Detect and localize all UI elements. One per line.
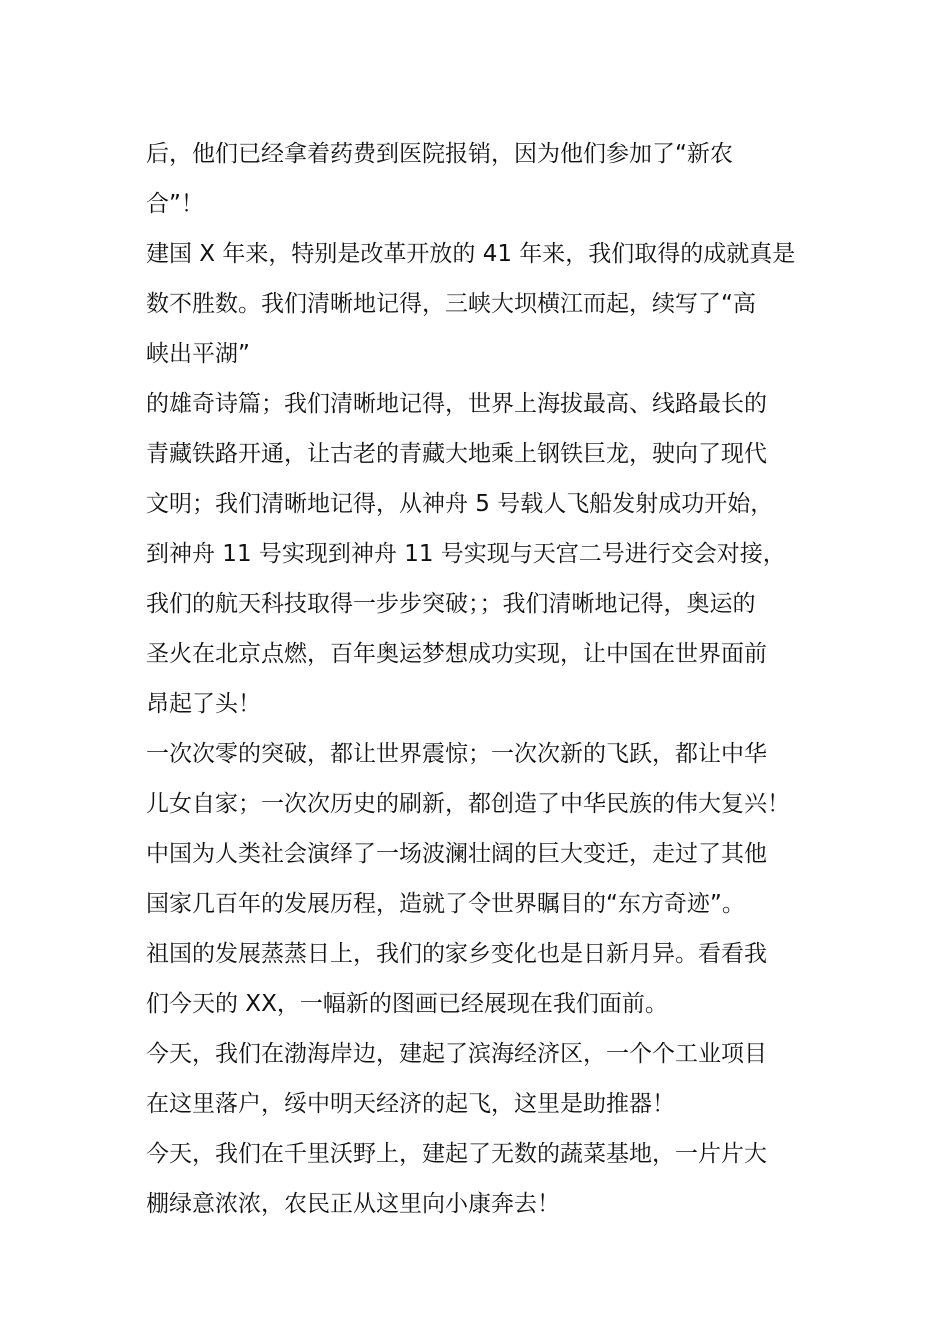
text-line: 儿女自家；一次次历史的刷新，都创造了中华民族的伟大复兴！	[146, 791, 790, 817]
text-line: 昂起了头！	[146, 691, 261, 717]
document-body	[146, 129, 821, 1229]
text-line: 文明；我们清晰地记得，从神舟 5 号载人飞船发射成功开始，	[146, 491, 774, 517]
text-line: 一次次零的突破，都让世界震惊；一次次新的飞跃，都让中华	[146, 741, 767, 767]
text-line: 的雄奇诗篇；我们清晰地记得，世界上海拔最高、线路最长的	[146, 391, 767, 417]
text-line: 国家几百年的发展历程，造就了令世界瞩目的“东方奇迹”。	[146, 891, 745, 917]
text-line: 祖国的发展蒸蒸日上，我们的家乡变化也是日新月异。看看我	[146, 941, 767, 967]
text-line: 合”！	[146, 191, 204, 217]
text-line: 峡出平湖”	[146, 341, 250, 367]
text-line: 数不胜数。我们清晰地记得，三峡大坝横江而起，续写了“高	[146, 291, 756, 317]
text-line: 在这里落户，绥中明天经济的起飞，这里是助推器！	[146, 1091, 675, 1117]
text-line: 棚绿意浓浓，农民正从这里向小康奔去！	[146, 1191, 560, 1217]
text-line: 今天，我们在千里沃野上，建起了无数的蔬菜基地，一片片大	[146, 1141, 767, 1167]
text-line: 建国 X 年来，特别是改革开放的 41 年来，我们取得的成就真是	[146, 241, 796, 267]
text-line: 青藏铁路开通，让古老的青藏大地乘上钢铁巨龙，驶向了现代	[146, 441, 767, 467]
text-line: 中国为人类社会演绎了一场波澜壮阔的巨大变迁，走过了其他	[146, 841, 767, 867]
text-line: 圣火在北京点燃，百年奥运梦想成功实现，让中国在世界面前	[146, 641, 767, 667]
text-line: 今天，我们在渤海岸边，建起了滨海经济区，一个个工业项目	[146, 1041, 767, 1067]
text-line: 我们的航天科技取得一步步突破；；我们清晰地记得，奥运的	[146, 591, 756, 617]
text-line: 们今天的 XX，一幅新的图画已经展现在我们面前。	[146, 991, 668, 1017]
text-line: 后，他们已经拿着药费到医院报销，因为他们参加了“新农	[146, 141, 733, 167]
text-line: 到神舟 11 号实现到神舟 11 号实现与天宫二号进行交会对接，	[146, 541, 786, 567]
